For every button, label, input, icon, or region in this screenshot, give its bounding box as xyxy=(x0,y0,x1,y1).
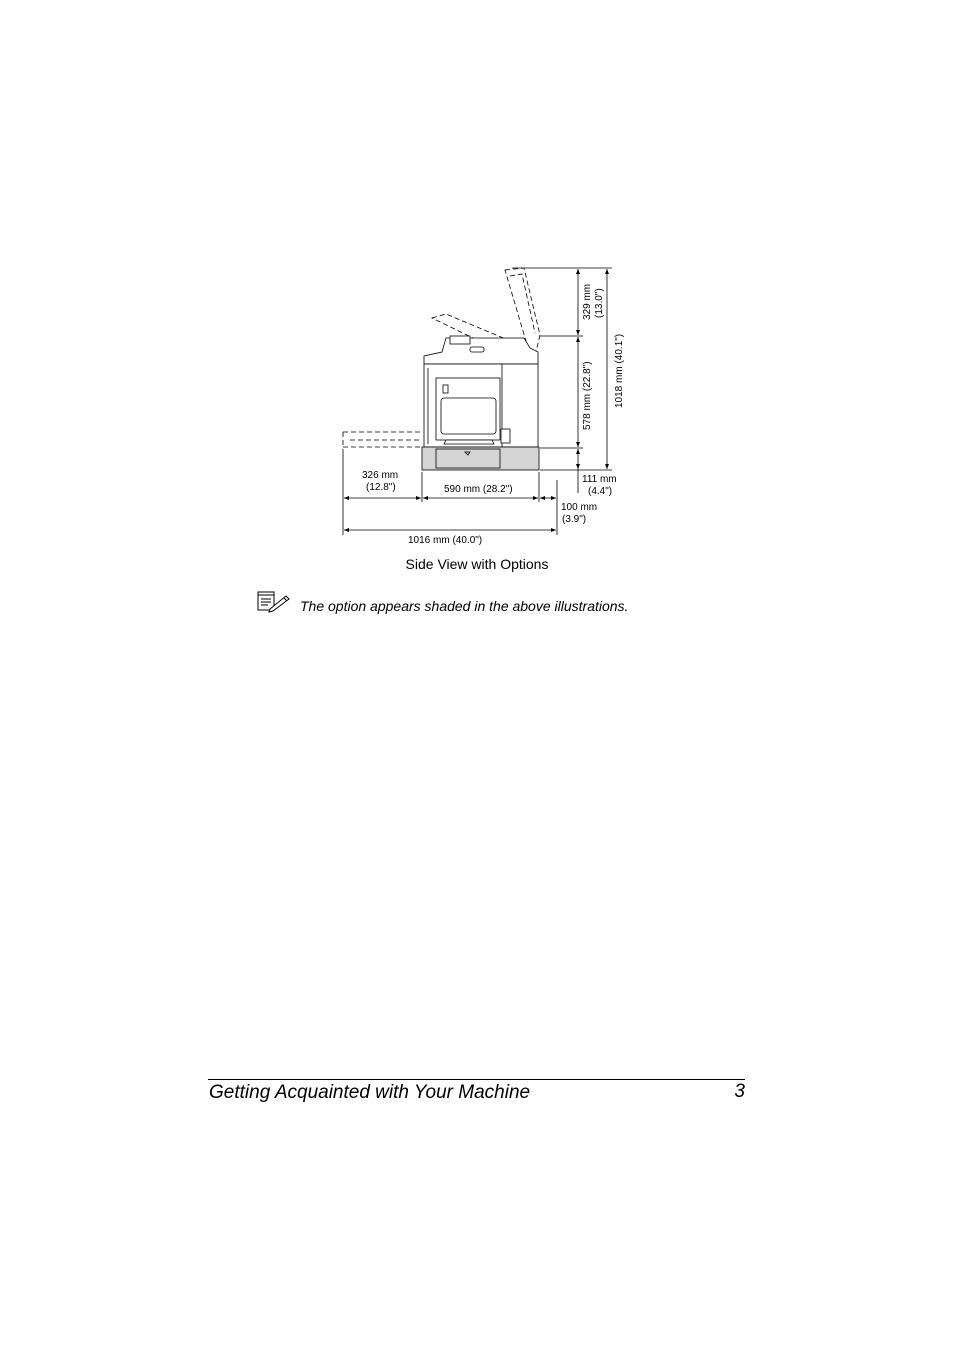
note-pad-pencil-icon xyxy=(256,590,292,614)
label-total-height: 1018 mm (40.1") xyxy=(614,333,625,408)
adf-open-inner xyxy=(510,274,535,333)
output-window xyxy=(441,398,496,434)
figure-caption: Side View with Options xyxy=(405,556,549,572)
side-panel-button xyxy=(501,429,510,443)
label-tray-height-in: (4.4") xyxy=(588,486,613,497)
side-view-diagram xyxy=(0,0,954,620)
label-adf-open: 329 mm xyxy=(582,283,593,320)
bypass-tray xyxy=(444,440,494,444)
label-adf-open-in: (13.0") xyxy=(594,288,605,318)
adf-top xyxy=(450,336,470,344)
footer-chapter-title: Getting Acquainted with Your Machine xyxy=(209,1082,531,1103)
label-tray-extension-in: (12.8") xyxy=(366,482,396,493)
label-rear-clearance: 100 mm xyxy=(561,502,598,513)
page-number: 3 xyxy=(734,1081,745,1102)
note-text: The option appears shaded in the above illustrations. xyxy=(300,598,629,614)
label-tray-extension: 326 mm xyxy=(362,470,399,481)
door-latch xyxy=(443,385,448,393)
footer-rule xyxy=(208,1079,745,1080)
label-body-depth: 590 mm (28.2") xyxy=(444,484,513,495)
label-tray-height: 111 mm xyxy=(582,474,617,485)
note-block xyxy=(256,590,756,620)
label-body-height: 578 mm (22.8") xyxy=(582,361,593,430)
extended-tray-outline xyxy=(343,432,422,447)
label-rear-clearance-in: (3.9") xyxy=(562,514,587,525)
adf-handle xyxy=(470,347,484,352)
label-total-depth: 1016 mm (40.0") xyxy=(408,535,483,546)
